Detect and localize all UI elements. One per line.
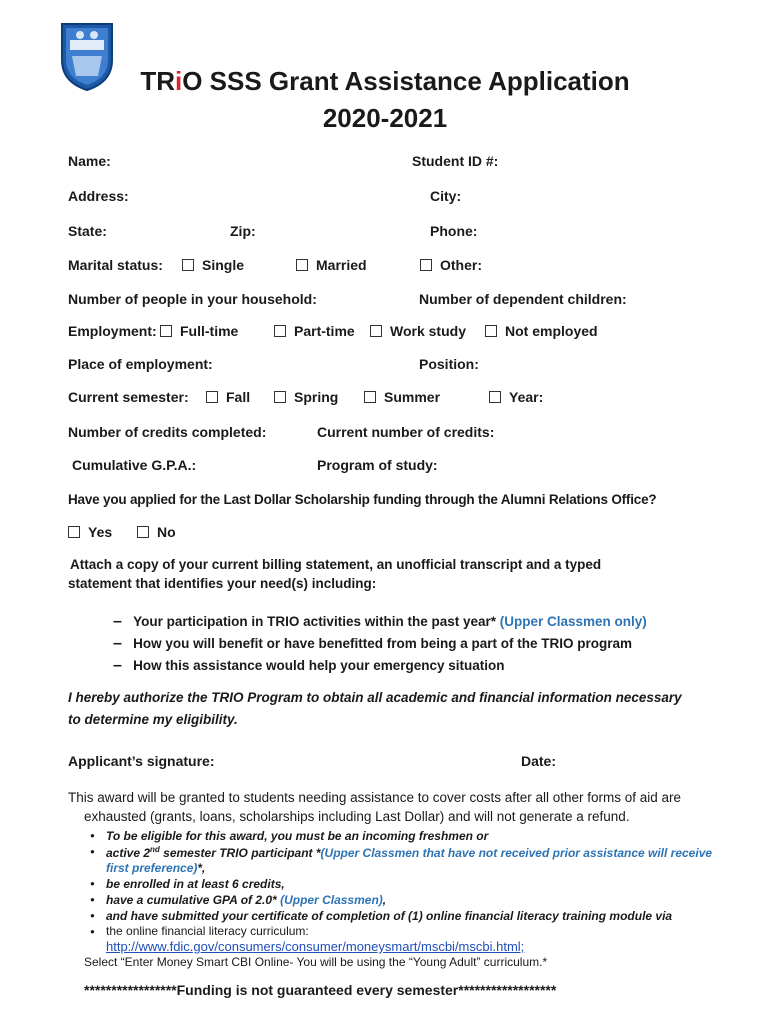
place-of-employment-label: Place of employment: — [68, 356, 213, 372]
criteria-item-2: active 2nd semester TRIO participant *(Upper Classmen that have not received prior assistance will receive — [106, 845, 713, 860]
form-year: 2020-2021 — [322, 103, 448, 133]
employment-label: Employment: — [68, 323, 157, 339]
current-credits-label: Current number of credits: — [317, 424, 495, 440]
bullet-dot: ● — [90, 895, 95, 904]
authorization-line2: to determine my eligibility. — [68, 712, 238, 727]
authorization-line1: I hereby authorize the TRIO Program to obtain all academic and financial information necessary — [68, 690, 682, 705]
summer-checkbox[interactable] — [364, 391, 376, 403]
married-checkbox[interactable] — [296, 259, 308, 271]
city-label: City: — [430, 188, 462, 204]
attach-instructions-line1: Attach a copy of your current billing statement, an unofficial transcript and a typed — [70, 557, 602, 572]
other-option[interactable]: Other: — [420, 257, 482, 273]
select-instructions: Select “Enter Money Smart CBI Online- You will be using the “Young Adult” curriculum.* — [84, 955, 548, 969]
dependents-label: Number of dependent children: — [419, 291, 627, 307]
year-option[interactable]: Year: — [489, 389, 543, 405]
criteria-item-1: To be eligible for this award, you must be an incoming freshmen or — [106, 829, 489, 843]
semester-label: Current semester: — [68, 389, 189, 405]
notemployed-option[interactable]: Not employed — [485, 323, 598, 339]
student-id-label: Student ID #: — [412, 153, 499, 169]
fulltime-checkbox[interactable] — [160, 325, 172, 337]
yes-checkbox[interactable] — [68, 526, 80, 538]
state-label: State: — [68, 223, 107, 239]
no-option[interactable]: No — [137, 524, 176, 540]
scholarship-question: Have you applied for the Last Dollar Scholarship funding through the Alumni Relations Office? — [68, 492, 657, 507]
criteria-item-4: have a cumulative GPA of 2.0* (Upper Classmen), — [106, 893, 387, 907]
spring-option[interactable]: Spring — [274, 389, 338, 405]
award-description-line2: exhausted (grants, loans, scholarships including Last Dollar) and will not generate a refund. — [84, 809, 630, 824]
single-checkbox[interactable] — [182, 259, 194, 271]
need-item-2: – How you will benefit or have benefitted from being a part of the TRIO program — [113, 635, 632, 652]
notemployed-checkbox[interactable] — [485, 325, 497, 337]
married-option[interactable]: Married — [296, 257, 367, 273]
other-checkbox[interactable] — [420, 259, 432, 271]
bullet-dot: ● — [90, 831, 95, 840]
fall-checkbox[interactable] — [206, 391, 218, 403]
funding-disclaimer: *****************Funding is not guaranteed every semester****************** — [84, 982, 557, 998]
year-checkbox[interactable] — [489, 391, 501, 403]
fdic-curriculum-link[interactable]: http://www.fdic.gov/consumers/consumer/moneysmart/mscbi/mscbi.html; — [106, 939, 525, 954]
need-item-3: – How this assistance would help your emergency situation — [113, 657, 505, 674]
household-label: Number of people in your household: — [68, 291, 317, 307]
parttime-option[interactable]: Part-time — [274, 323, 355, 339]
criteria-item-5: and have submitted your certificate of completion of (1) online financial literacy training module via — [106, 909, 673, 923]
single-option[interactable]: Single — [182, 257, 244, 273]
bullet-dot: ● — [90, 911, 95, 920]
award-description-line1: This award will be granted to students needing assistance to cover costs after all other forms of aid are — [68, 790, 682, 805]
credits-completed-label: Number of credits completed: — [68, 424, 267, 440]
criteria-item-2-continued: first preference)*, — [106, 861, 206, 875]
phone-label: Phone: — [430, 223, 478, 239]
criteria-item-6: the online financial literacy curriculum: — [106, 924, 309, 938]
fall-option[interactable]: Fall — [206, 389, 250, 405]
date-label: Date: — [521, 753, 557, 769]
bullet-dot: ● — [90, 927, 95, 936]
yes-option[interactable]: Yes — [68, 524, 112, 540]
spring-checkbox[interactable] — [274, 391, 286, 403]
no-checkbox[interactable] — [137, 526, 149, 538]
parttime-checkbox[interactable] — [274, 325, 286, 337]
need-item-1: – Your participation in TRIO activities within the past year* (Upper Classmen only) — [113, 613, 647, 630]
position-label: Position: — [419, 356, 479, 372]
summer-option[interactable]: Summer — [364, 389, 440, 405]
name-label: Name: — [68, 153, 111, 169]
program-label: Program of study: — [317, 457, 438, 473]
applicant-signature-label: Applicant’s signature: — [68, 753, 215, 769]
attach-instructions-line2: statement that identifies your need(s) including: — [68, 576, 377, 591]
criteria-item-3: be enrolled in at least 6 credits, — [106, 877, 285, 891]
marital-status-label: Marital status: — [68, 257, 163, 273]
form-title: TRiO SSS Grant Assistance Application — [140, 66, 630, 96]
workstudy-checkbox[interactable] — [370, 325, 382, 337]
zip-label: Zip: — [230, 223, 256, 239]
bullet-dot: ● — [90, 879, 95, 888]
bullet-dot: ● — [90, 847, 95, 856]
fulltime-option[interactable]: Full-time — [160, 323, 238, 339]
workstudy-option[interactable]: Work study — [370, 323, 466, 339]
gpa-label: Cumulative G.P.A.: — [72, 457, 197, 473]
address-label: Address: — [68, 188, 129, 204]
